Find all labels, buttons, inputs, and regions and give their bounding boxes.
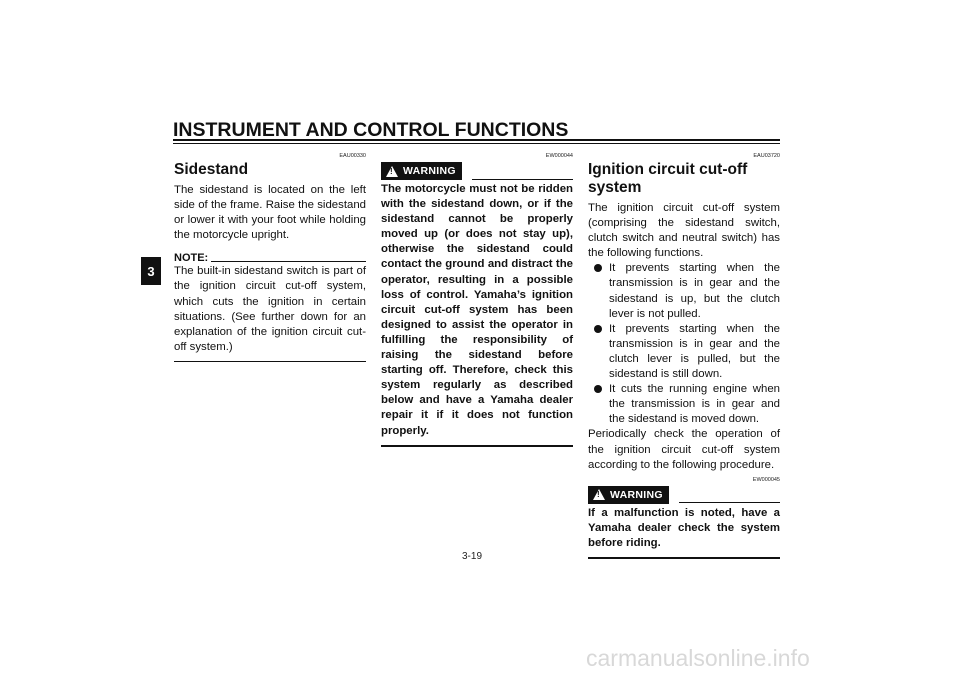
warning-text: The motorcycle must not be ridden with the sidestand down, or if the sidestand cannot be properly moved up (or does not stay up), otherwise the sidestand could contact the ground and distract the operator, resulting in a possible loss of control. Yamaha’s ignition circuit cut-off system has been designed to assist the operator in fulfilling the responsibility of raising the sidestand before starting off. Therefore, check this system regularly as described below and have a Yamaha dealer repair it if it does not function properly. bbox=[381, 183, 573, 437]
header-rule-thin bbox=[173, 143, 780, 144]
chapter-tab: 3 bbox=[141, 257, 161, 285]
watermark: carmanualsonline.info bbox=[586, 645, 810, 671]
warning-rule bbox=[472, 179, 573, 180]
bullet-icon bbox=[594, 325, 602, 333]
list-item: It cuts the running engine when the transmission is in gear and the sidestand is moved down. bbox=[588, 382, 780, 427]
section-title-ignition: Ignition circuit cut-off system bbox=[588, 161, 748, 196]
list-item: It prevents starting when the transmission is in gear and the sidestand is up, but the clutch lever is not pulled. bbox=[588, 261, 780, 321]
ignition-outro: Periodically check the operation of the ignition circuit cut-off system according to the following procedure. bbox=[588, 428, 780, 471]
warning-rule bbox=[679, 502, 780, 503]
bullet-icon bbox=[594, 385, 602, 393]
warning-badge bbox=[588, 486, 669, 504]
column-warning bbox=[381, 153, 573, 447]
warning-badge bbox=[381, 162, 462, 180]
page-header-title: INSTRUMENT AND CONTROL FUNCTIONS bbox=[173, 119, 569, 141]
section-code: EAU03720 bbox=[753, 153, 780, 159]
warning-label: WARNING bbox=[610, 488, 663, 501]
warning-header bbox=[381, 162, 573, 180]
bullet-icon bbox=[594, 264, 602, 272]
column-ignition bbox=[588, 153, 780, 559]
warning-code: EW000045 bbox=[752, 476, 780, 483]
warning-header bbox=[588, 486, 780, 504]
warning-triangle-icon: ! bbox=[386, 166, 398, 177]
warning-label: WARNING bbox=[403, 165, 456, 177]
note-label: NOTE: bbox=[174, 252, 209, 265]
note-header bbox=[174, 252, 366, 264]
warning-end-rule bbox=[381, 445, 573, 447]
note-end-rule bbox=[174, 361, 366, 362]
section-title-sidestand: Sidestand bbox=[174, 161, 249, 178]
column-sidestand bbox=[174, 153, 366, 362]
warning-triangle-icon: ! bbox=[593, 489, 605, 500]
section-code: EAU00330 bbox=[339, 153, 366, 159]
header-rule bbox=[173, 139, 780, 141]
ignition-function-list bbox=[588, 261, 780, 427]
note-text: The built-in sidestand switch is part of the ignition circuit cut-off system, which cuts the ignition in certain situations. (See further down for an explanation of the ignition circuit cut-off system.) bbox=[174, 265, 366, 353]
page-number: 3-19 bbox=[462, 551, 483, 562]
sidestand-body: The sidestand is located on the left side of the frame. Raise the sidestand or lower it with your foot while holding the motorcycle upright. bbox=[174, 184, 366, 242]
warning-code: EW000044 bbox=[545, 153, 573, 159]
warning-end-rule bbox=[588, 557, 780, 559]
warning-text: If a malfunction is noted, have a Yamaha dealer check the system before riding. bbox=[588, 506, 780, 549]
ignition-intro: The ignition circuit cut-off system (comprising the sidestand switch, clutch switch and neutral switch) has the following functions. bbox=[588, 202, 780, 260]
note-rule bbox=[211, 261, 366, 262]
list-item: It prevents starting when the transmission is in gear and the clutch lever is pulled, but the sidestand is still down. bbox=[588, 322, 780, 382]
